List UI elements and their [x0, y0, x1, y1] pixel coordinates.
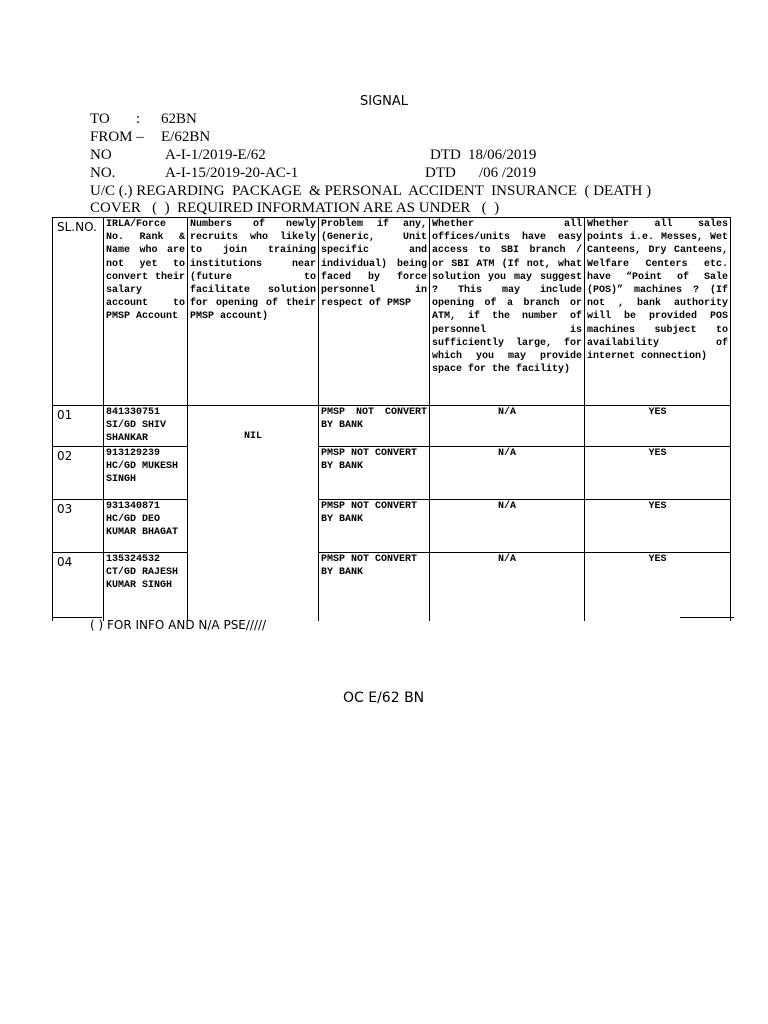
signature: OC E/62 BN: [343, 690, 425, 706]
row-irla: 931340871: [106, 500, 161, 512]
subject-line-2: COVER ( ) REQUIRED INFORMATION ARE AS UNDER ( ): [90, 200, 500, 216]
from-label: FROM –: [90, 129, 144, 145]
header-recruits: Numbers of newly recruits who likely to join training institutions near (future to facilitate solution for opening of their PMSP account): [188, 218, 319, 406]
row-irla: 841330751: [106, 407, 161, 418]
row-irla: 135324532: [106, 553, 161, 565]
ref2-date-value: /06 /2019: [479, 165, 537, 181]
row-sl: 03: [53, 499, 104, 552]
information-table: [52, 217, 731, 621]
to-separator: :: [136, 111, 141, 127]
ref-no-value: A-I-1/2019-E/62: [165, 147, 266, 163]
row-access: N/A: [430, 499, 585, 552]
row-access: N/A: [430, 552, 585, 621]
row-access: N/A: [430, 406, 585, 447]
table-row: [53, 499, 731, 552]
row-problem: PMSP NOT CONVERT BY BANK: [319, 499, 430, 552]
header-access: Whether all offices/units have easy access to SBI branch / or SBI ATM (If not, what solution you may suggest ? This may include opening of a branch or ATM, if the number of personnel is sufficiently large, for which you may provide space for the facility): [430, 218, 585, 406]
row-rank-name: HC/GD MUKESH SINGH: [106, 460, 179, 486]
row-pos: YES: [585, 552, 731, 621]
recruits-merged-cell: NIL: [188, 406, 319, 621]
ref-date-value: 18/06/2019: [468, 147, 537, 163]
header-irla: IRLA/Force No. Rank & Name who are not yet to convert their salary account to PMSP Account: [104, 218, 188, 406]
subject-line-1: U/C (.) REGARDING PACKAGE & PERSONAL ACCIDENT INSURANCE ( DEATH ): [90, 183, 652, 199]
table-row: [53, 446, 731, 499]
header-pos: Whether all sales points i.e. Messes, Wet Canteens, Dry Canteens, Welfare Centers etc. have “Point of Sale (POS)” machines ? (If not , bank authority will be provided POS machines subject to availability of internet connection): [585, 218, 731, 406]
from-value: E/62BN: [161, 129, 211, 145]
row-pos: YES: [585, 499, 731, 552]
row-personnel: [104, 406, 188, 447]
row-problem: PMSP NOT CONVERT BY BANK: [319, 406, 430, 447]
row-rank-name: CT/GD RAJESH KUMAR SINGH: [106, 566, 179, 592]
table-row: [53, 406, 731, 447]
row-personnel: [104, 552, 188, 621]
row-rank-name: SI/GD SHIV SHANKAR: [106, 420, 167, 445]
row-problem: PMSP NOT CONVERT BY BANK: [319, 446, 430, 499]
ref2-no-label: NO.: [90, 165, 116, 181]
row-sl: 04: [53, 552, 104, 621]
row-pos: YES: [585, 446, 731, 499]
table-bottom-border-right: [680, 617, 734, 618]
header-sl-no: SL.NO.: [53, 218, 104, 406]
ref2-no-value: A-I-15/2019-20-AC-1: [165, 165, 299, 181]
row-personnel: [104, 499, 188, 552]
header-problem: Problem if any, (Generic, Unit specific and individual) being faced by force personnel in respect of PMSP: [319, 218, 430, 406]
document-title: SIGNAL: [359, 94, 409, 109]
row-irla: 913129239: [106, 447, 161, 459]
table-header-row: [53, 218, 731, 406]
row-sl: 02: [53, 446, 104, 499]
ref2-date-label: DTD: [425, 165, 456, 181]
row-sl: 01: [53, 406, 104, 447]
row-personnel: [104, 446, 188, 499]
table-row: [53, 552, 731, 621]
row-problem: PMSP NOT CONVERT BY BANK: [319, 552, 430, 621]
row-access: N/A: [430, 446, 585, 499]
row-rank-name: HC/GD DEO KUMAR BHAGAT: [106, 513, 179, 539]
footer-note: ( ) FOR INFO AND N/A PSE/////: [90, 618, 267, 632]
ref-date-label: DTD: [430, 147, 461, 163]
row-pos: YES: [585, 406, 731, 447]
ref-no-label: NO: [90, 147, 112, 163]
to-value: 62BN: [161, 111, 197, 127]
to-label: TO: [90, 111, 110, 127]
